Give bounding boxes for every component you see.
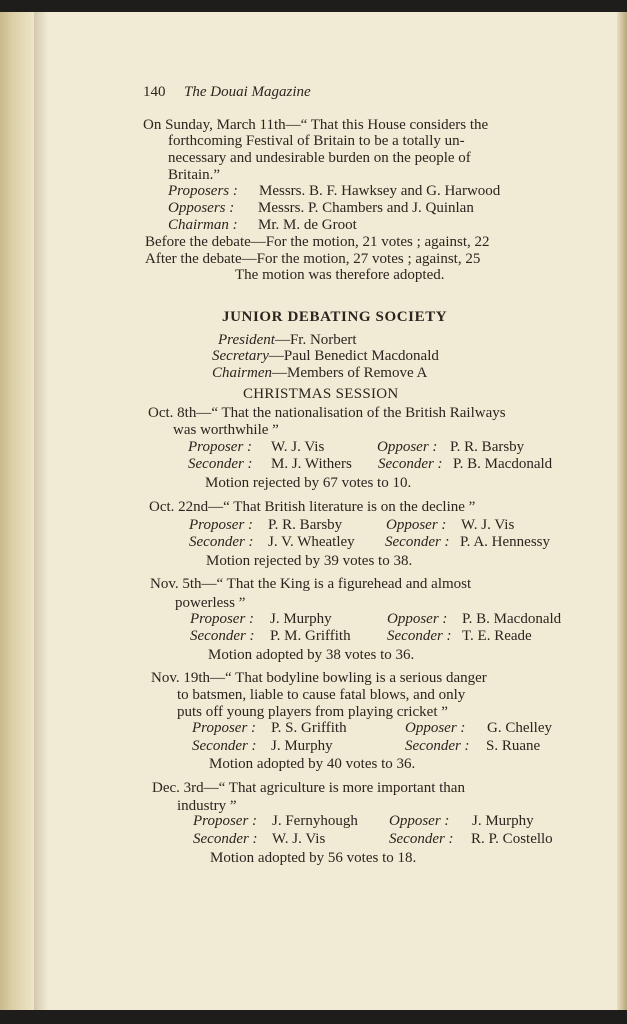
secretary-value: —Paul Benedict Macdonald <box>268 348 439 364</box>
debate-3-seconder-label-a: Seconder : <box>190 628 255 644</box>
debate-3-seconder-b: T. E. Reade <box>462 628 532 644</box>
debate-3-proposer: J. Murphy <box>270 611 332 627</box>
debate-5-seconder-label-b: Seconder : <box>389 831 454 847</box>
debate-3-seconder-label-b: Seconder : <box>387 628 452 644</box>
debate-4-seconder-label-b: Seconder : <box>405 738 470 754</box>
debate-5-proposer: J. Fernyhough <box>272 813 358 829</box>
right-page-edge <box>617 12 627 1010</box>
chairmen-value: —Members of Remove A <box>272 365 428 381</box>
debate-4-proposer-label: Proposer : <box>192 720 257 736</box>
debate-5-seconder-a: W. J. Vis <box>272 831 326 847</box>
chairmen-label: Chairmen <box>212 365 272 381</box>
debate-5-line-2: industry ” <box>177 798 237 814</box>
debate-2-proposer-label: Proposer : <box>189 517 254 533</box>
debate-5-opposer: J. Murphy <box>472 813 534 829</box>
senior-debate-line-3: necessary and undesirable burden on the people of <box>168 150 471 166</box>
debate-1-opposer: P. R. Barsby <box>450 439 525 455</box>
debate-1-seconder-label-a: Seconder : <box>188 456 253 472</box>
debate-2-seconder-label-b: Seconder : <box>385 534 450 550</box>
proposers-label: Proposers : <box>168 183 238 199</box>
president-line <box>218 332 357 349</box>
before-debate-votes: Before the debate—For the motion, 21 votes ; against, 22 <box>145 234 490 250</box>
president-label: President <box>218 332 275 348</box>
debate-5-proposer-label: Proposer : <box>193 813 258 829</box>
debate-4-line-2: to batsmen, liable to cause fatal blows, and only <box>177 687 466 703</box>
senior-debate-result: The motion was therefore adopted. <box>235 267 445 283</box>
debate-1-line-1: Oct. 8th—“ That the nationalisation of the British Railways <box>148 405 506 421</box>
debate-1-seconder-a: M. J. Withers <box>271 456 352 472</box>
debate-3-opposer-label: Opposer : <box>387 611 448 627</box>
debate-2-opposer-label: Opposer : <box>386 517 447 533</box>
debate-4-result: Motion adopted by 40 votes to 36. <box>209 756 416 772</box>
debate-4-opposer: G. Chelley <box>487 720 552 736</box>
debate-1-seconder-b: P. B. Macdonald <box>453 456 553 472</box>
after-debate-votes: After the debate—For the motion, 27 votes ; against, 25 <box>145 251 481 267</box>
debate-2-opposer: W. J. Vis <box>461 517 515 533</box>
debate-1-proposer: W. J. Vis <box>271 439 325 455</box>
opposers-label: Opposers : <box>168 200 235 216</box>
debate-2-seconder-a: J. V. Wheatley <box>268 534 355 550</box>
senior-debate-line-1: On Sunday, March 11th—“ That this House considers the <box>143 117 489 133</box>
debate-2-result: Motion rejected by 39 votes to 38. <box>206 553 413 569</box>
debate-4-line-1: Nov. 19th—“ That bodyline bowling is a serious danger <box>151 670 487 686</box>
president-value: —Fr. Norbert <box>274 332 357 348</box>
senior-debate-line-2: forthcoming Festival of Britain to be a totally un- <box>168 133 465 149</box>
debate-3-seconder-a: P. M. Griffith <box>270 628 351 644</box>
debate-3-proposer-label: Proposer : <box>190 611 255 627</box>
debate-3-result: Motion adopted by 38 votes to 36. <box>208 647 415 663</box>
opposers-value: Messrs. P. Chambers and J. Quinlan <box>258 200 474 216</box>
chairman-value: Mr. M. de Groot <box>258 217 357 233</box>
session-heading: CHRISTMAS SESSION <box>243 386 399 402</box>
debate-2-proposer: P. R. Barsby <box>268 517 343 533</box>
proposers-value: Messrs. B. F. Hawksey and G. Harwood <box>259 183 501 199</box>
debate-4-seconder-label-a: Seconder : <box>192 738 257 754</box>
page-number: 140 <box>143 84 166 100</box>
debate-1-opposer-label: Opposer : <box>377 439 438 455</box>
debate-3-line-2: powerless ” <box>175 595 246 611</box>
debate-5-seconder-b: R. P. Costello <box>471 831 553 847</box>
debate-4-line-3: puts off young players from playing cricket ” <box>177 704 448 720</box>
debate-5-result: Motion adopted by 56 votes to 18. <box>210 850 417 866</box>
secretary-line <box>212 348 439 365</box>
senior-debate-line-4: Britain.” <box>168 167 221 183</box>
debate-1-line-2: was worthwhile ” <box>173 422 279 438</box>
debate-5-opposer-label: Opposer : <box>389 813 450 829</box>
page-stack-edge <box>0 12 34 1010</box>
chairman-label: Chairman : <box>168 217 238 233</box>
debate-4-seconder-b: S. Ruane <box>486 738 541 754</box>
debate-3-opposer: P. B. Macdonald <box>462 611 562 627</box>
debate-5-line-1: Dec. 3rd—“ That agriculture is more important than <box>152 780 465 796</box>
debate-1-result: Motion rejected by 67 votes to 10. <box>205 475 412 491</box>
debate-5-seconder-label-a: Seconder : <box>193 831 258 847</box>
gutter-shadow <box>34 12 48 1010</box>
debate-2-seconder-b: P. A. Hennessy <box>460 534 551 550</box>
debate-1-seconder-label-b: Seconder : <box>378 456 443 472</box>
junior-society-heading: JUNIOR DEBATING SOCIETY <box>222 309 448 325</box>
debate-1-proposer-label: Proposer : <box>188 439 253 455</box>
debate-4-proposer: P. S. Griffith <box>271 720 347 736</box>
secretary-label: Secretary <box>212 348 269 364</box>
debate-2-seconder-label-a: Seconder : <box>189 534 254 550</box>
debate-2-line-1: Oct. 22nd—“ That British literature is on the decline ” <box>149 499 476 515</box>
debate-4-opposer-label: Opposer : <box>405 720 466 736</box>
debate-3-line-1: Nov. 5th—“ That the King is a figurehead and almost <box>150 576 472 592</box>
chairmen-line <box>212 365 427 382</box>
debate-4-seconder-a: J. Murphy <box>271 738 333 754</box>
running-title: The Douai Magazine <box>184 84 311 100</box>
